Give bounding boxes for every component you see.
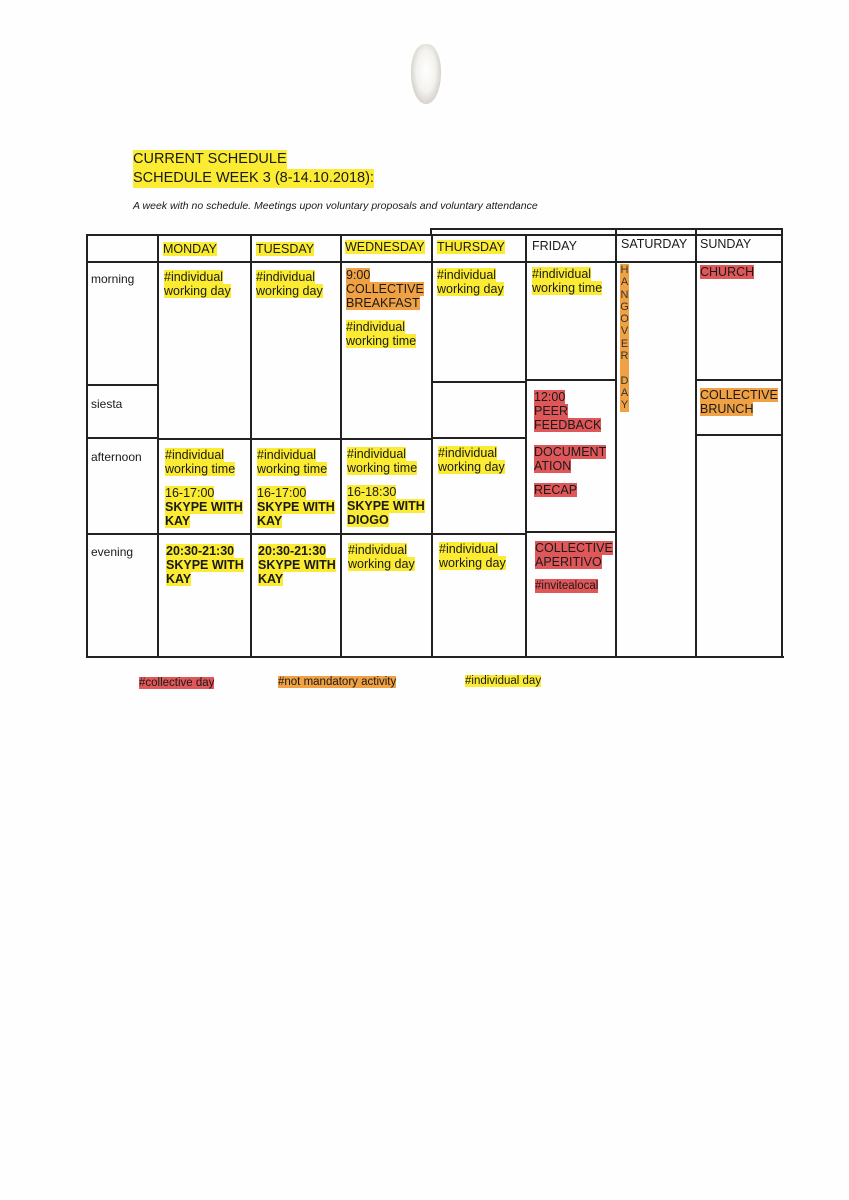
title-block bbox=[133, 150, 374, 188]
wednesday-morning: 9:00 COLLECTIVE BREAKFAST #individual working time bbox=[346, 268, 424, 348]
tuesday-evening: 20:30-21:30 SKYPE WITH KAY bbox=[258, 544, 336, 586]
row-label-afternoon: afternoon bbox=[91, 450, 142, 464]
header-sunday: SUNDAY bbox=[700, 237, 752, 251]
header-wednesday: WEDNESDAY bbox=[345, 240, 425, 254]
legend-collective-day: #collective day bbox=[139, 677, 215, 689]
schedule-description: A week with no schedule. Meetings upon voluntary proposals and voluntary attendance bbox=[133, 200, 538, 212]
thursday-morning: #individual working day bbox=[437, 268, 504, 296]
row-label-morning: morning bbox=[91, 272, 135, 286]
monday-evening: 20:30-21:30 SKYPE WITH KAY bbox=[166, 544, 244, 586]
thursday-evening: #individual working day bbox=[439, 542, 506, 570]
header-saturday: SATURDAY bbox=[621, 237, 688, 251]
header-tuesday: TUESDAY bbox=[256, 242, 315, 256]
saturday-hangover-day: HANGOVER DAY bbox=[620, 264, 629, 412]
friday-siesta: 12:00 PEER FEEDBACK bbox=[534, 390, 602, 432]
punch-hole bbox=[411, 44, 441, 104]
legend-not-mandatory: #not mandatory activity bbox=[278, 676, 397, 688]
friday-afternoon: DOCUMENT ATION RECAP bbox=[534, 445, 607, 497]
tuesday-morning: #individual working day bbox=[256, 270, 323, 298]
header-friday: FRIDAY bbox=[532, 239, 577, 253]
wednesday-afternoon: #individual working time 16-18:30 SKYPE WITH DIOGO bbox=[347, 447, 425, 527]
monday-afternoon: #individual working time 16-17:00 SKYPE WITH KAY bbox=[165, 448, 243, 528]
row-label-siesta: siesta bbox=[91, 397, 123, 411]
friday-evening: COLLECTIVE APERITIVO #invitealocal bbox=[535, 541, 613, 592]
monday-morning: #individual working day bbox=[164, 270, 231, 298]
header-thursday: THURSDAY bbox=[437, 240, 505, 254]
sunday-morning: CHURCH bbox=[700, 265, 755, 279]
sunday-siesta: COLLECTIVE BRUNCH bbox=[700, 388, 778, 416]
page-subtitle-week: SCHEDULE WEEK 3 (8-14.10.2018): bbox=[133, 170, 374, 186]
thursday-afternoon: #individual working day bbox=[438, 446, 505, 474]
row-label-evening: evening bbox=[91, 545, 134, 559]
page-title: CURRENT SCHEDULE bbox=[133, 151, 287, 167]
tuesday-afternoon: #individual working time 16-17:00 SKYPE WITH KAY bbox=[257, 448, 335, 528]
legend-individual-day: #individual day bbox=[465, 675, 542, 687]
friday-morning: #individual working time bbox=[532, 267, 603, 295]
header-monday: MONDAY bbox=[163, 242, 217, 256]
wednesday-evening: #individual working day bbox=[348, 543, 415, 571]
